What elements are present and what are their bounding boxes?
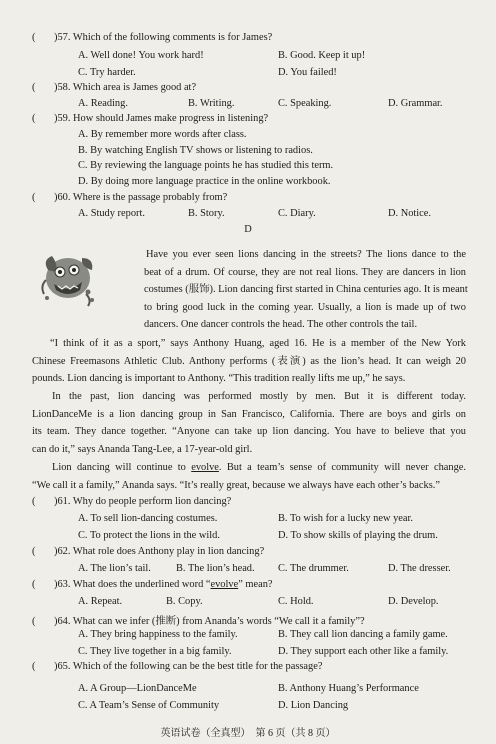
option-61-d[interactable]: D. To show skills of playing the drum. — [278, 530, 438, 541]
passage-paragraph-3: In the past, lion dancing was performed mostly by men. But it is different today. LionDanceMe is a lion dancing group in San Francisco, California. There are boys and girls on its team. They dance together. “Anyone can take up lion dancing. You have to believe that you can do it,” says Ananda Tang-Lee, a 17-year-old girl. — [32, 391, 466, 455]
question-63: ( )63. What does the underlined word “evolve” mean? — [32, 579, 273, 590]
option-58-d[interactable]: D. Grammar. — [388, 98, 443, 109]
option-58-b[interactable]: B. Writing. — [188, 98, 235, 109]
question-62: ( )62. What role does Anthony play in lion dancing? — [32, 546, 265, 557]
option-63-a[interactable]: A. Repeat. — [78, 596, 123, 607]
passage-paragraph-1: Have you ever seen lions dancing in the streets? The lions dance to the beat of a drum. Of course, they are not real lions. They are dancers in lion costumes (服饰). Lion dancing first started in China centuries ago. It is meant to bring good luck in the coming year. Usually, a lion is made up of two dancers. One dancer controls the head. The other controls the tail. — [144, 249, 468, 330]
option-60-d[interactable]: D. Notice. — [388, 208, 431, 219]
option-60-c[interactable]: C. Diary. — [278, 208, 316, 219]
option-65-a[interactable]: A. A Group—LionDanceMe — [78, 683, 197, 694]
question-57: ( )57. Which of the following comments is for James? — [32, 32, 273, 43]
option-61-b[interactable]: B. To wish for a lucky new year. — [278, 513, 413, 524]
option-58-a[interactable]: A. Reading. — [78, 98, 128, 109]
option-59-d[interactable]: D. By doing more language practice in the online workbook. — [78, 176, 331, 187]
passage-paragraph-2: “I think of it as a sport,” says Anthony Huang, aged 16. He is a member of the New York Chinese Freemasons Athletic Club. Anthony performs (表演) as the lion’s head. It can weigh 20 pounds. Lion dancing is important to Anthony. “This tradition really lifts me up,” he says. — [32, 338, 466, 384]
option-65-c[interactable]: C. A Team’s Sense of Community — [78, 700, 220, 711]
question-58: ( )58. Which area is James good at? — [32, 82, 197, 93]
option-63-c[interactable]: C. Hold. — [278, 596, 314, 607]
option-60-b[interactable]: B. Story. — [188, 208, 225, 219]
page-footer: 英语试卷（全真型） 第 6 页（共 8 页） — [160, 728, 336, 739]
question-65: ( )65. Which of the following can be the best title for the passage? — [32, 661, 323, 672]
question-60: ( )60. Where is the passage probably from? — [32, 192, 228, 203]
option-65-b[interactable]: B. Anthony Huang’s Performance — [278, 683, 419, 694]
passage-paragraph-4: Lion dancing will continue to evolve. But a team’s sense of community will never change. “We call it a family,” Ananda says. “It’s really great, because we always have each other’s backs.” — [32, 462, 466, 491]
option-64-c[interactable]: C. They live together in a big family. — [78, 646, 232, 657]
option-61-c[interactable]: C. To protect the lions in the wild. — [78, 530, 220, 541]
option-60-a[interactable]: A. Study report. — [78, 208, 145, 219]
question-64: ( )64. What can we infer (推断) from Ananda’s words “We call it a family”? — [32, 616, 365, 627]
option-57-b[interactable]: B. Good. Keep it up! — [278, 50, 366, 61]
question-61: ( )61. Why do people perform lion dancing? — [32, 496, 232, 507]
option-64-a[interactable]: A. They bring happiness to the family. — [78, 629, 238, 640]
option-61-a[interactable]: A. To sell lion-dancing costumes. — [78, 513, 218, 524]
option-59-a[interactable]: A. By remember more words after class. — [78, 129, 247, 140]
option-59-c[interactable]: C. By reviewing the language points he has studied this term. — [78, 160, 334, 171]
option-58-c[interactable]: C. Speaking. — [278, 98, 332, 109]
option-57-d[interactable]: D. You failed! — [278, 67, 337, 78]
option-57-c[interactable]: C. Try harder. — [78, 67, 136, 78]
option-57-a[interactable]: A. Well done! You work hard! — [78, 50, 204, 61]
option-62-b[interactable]: B. The lion’s head. — [176, 563, 255, 574]
option-62-d[interactable]: D. The dresser. — [388, 563, 451, 574]
option-64-d[interactable]: D. They support each other like a family. — [278, 646, 449, 657]
option-62-a[interactable]: A. The lion’s tail. — [78, 563, 151, 574]
option-63-d[interactable]: D. Develop. — [388, 596, 439, 607]
option-64-b[interactable]: B. They call lion dancing a family game. — [278, 629, 448, 640]
section-letter: D — [244, 224, 252, 235]
lion-dance-illustration — [38, 250, 100, 308]
option-59-b[interactable]: B. By watching English TV shows or listening to radios. — [78, 145, 313, 156]
question-59: ( )59. How should James make progress in listening? — [32, 113, 269, 124]
option-63-b[interactable]: B. Copy. — [166, 596, 203, 607]
option-65-d[interactable]: D. Lion Dancing — [278, 700, 349, 711]
underlined-word-evolve: evolve — [191, 462, 219, 473]
option-62-c[interactable]: C. The drummer. — [278, 563, 349, 574]
